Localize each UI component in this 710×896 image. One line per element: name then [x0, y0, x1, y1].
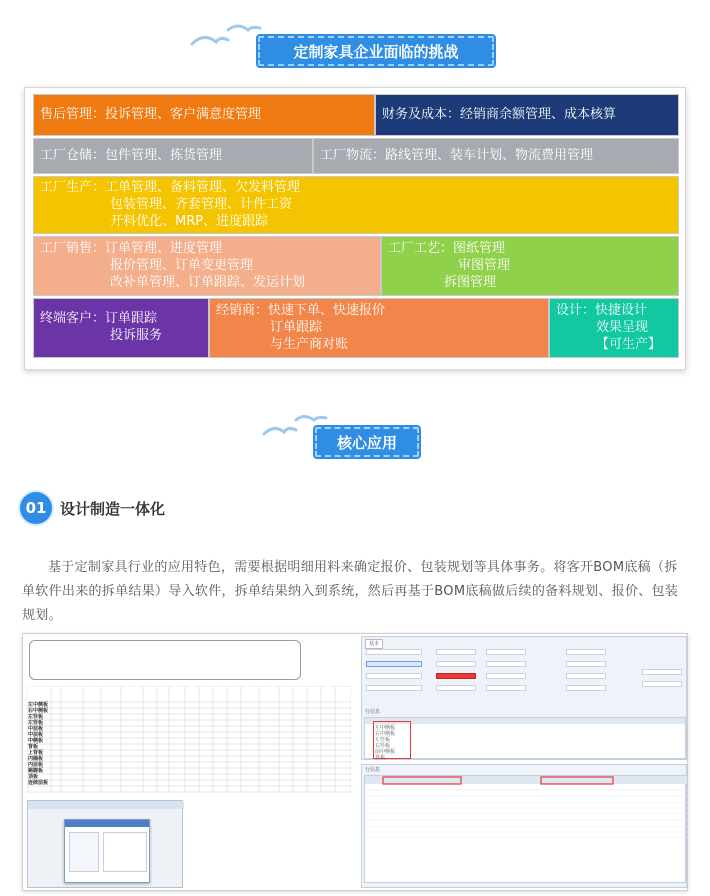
bom-row-label: 中侧板: [28, 738, 44, 744]
challenge-cell: [381, 236, 679, 296]
bom-row-label: 上背板: [28, 750, 44, 756]
import-dialog-preview: [27, 800, 183, 888]
bom-table: [27, 686, 351, 794]
description-paragraph: 基于定制家具行业的应用特色，需要根据明细用料来确定报价、包装规划等具体事务。将客开BOM底稿（拆单软件出来的拆单结果）导入软件，拆单结果纳入到系统，然后再基于BOM底稿做后续的备料规划、报价、包装规划。: [22, 560, 679, 623]
dialog-window: [64, 819, 150, 883]
banner-title: 核心应用: [315, 427, 419, 457]
challenge-cell: [549, 298, 679, 358]
spreadsheet-preview: [25, 636, 357, 796]
challenge-line: 改补单管理、订单跟踪、发运计划: [110, 275, 306, 290]
bom-row-label: 中层板: [28, 726, 44, 732]
row-item-label: 右竖板: [375, 743, 391, 749]
row-info-table: [364, 717, 686, 759]
bom-row-label: 踢脚板: [28, 768, 44, 774]
challenge-line: 工厂工艺：图纸管理: [388, 241, 506, 256]
core-banner: [0, 400, 710, 470]
bom-row-label: 中层板: [28, 732, 44, 738]
challenge-line: 财务及成本：经销商余额管理、成本核算: [382, 107, 617, 122]
challenge-cell: [33, 176, 679, 234]
challenge-line: 工厂仓储：包件管理、拣货管理: [40, 148, 223, 163]
row-item-label: 前中侧板: [375, 749, 396, 755]
challenge-line: 包装管理、齐套管理、计件工资: [110, 197, 293, 212]
bom-row-label: 左竖板: [28, 720, 44, 726]
bom-row-label: 顶板: [28, 774, 39, 780]
challenge-banner: [0, 0, 710, 80]
challenge-cell: [33, 94, 375, 136]
challenge-cell: [313, 138, 679, 174]
bom-row-label: 连续层板: [28, 780, 49, 786]
challenge-diagram: [24, 87, 686, 370]
challenge-line: 终端客户：订单跟踪: [40, 311, 158, 326]
challenge-cell: [33, 298, 209, 358]
section-number: 01: [20, 492, 52, 524]
challenge-line: 拆图管理: [444, 275, 497, 290]
challenge-cell: [33, 236, 381, 296]
bom-row-label: 左竖板: [28, 714, 44, 720]
row-item-label: 左中侧板: [375, 725, 396, 731]
bom-row-label: 背板: [28, 744, 39, 750]
challenge-line: 报价管理、订单变更管理: [110, 258, 254, 273]
row-item-label: 背板: [375, 755, 386, 761]
bom-row-label: 左中侧板: [28, 702, 49, 708]
row-detail-label: 行信息: [365, 767, 381, 773]
challenge-cell: [209, 298, 549, 358]
section-heading: [20, 492, 165, 524]
challenge-cell: [33, 138, 313, 174]
challenge-line: 审图管理: [458, 258, 511, 273]
challenge-line: 设计：快捷设计: [556, 303, 648, 318]
bom-row-label: 内隔板: [28, 756, 44, 762]
challenge-line: 经销商：快速下单、快速报价: [216, 303, 386, 318]
notes-box: [29, 640, 301, 680]
panel-tab: 基本: [365, 639, 383, 649]
challenge-cell: [375, 94, 679, 136]
row-item-label: 左竖板: [375, 737, 391, 743]
software-screenshot: [22, 633, 688, 891]
basic-info-panel: [361, 636, 687, 760]
challenge-line: 效果呈现: [596, 320, 649, 335]
challenge-line: 工厂物流：路线管理、装车计划、物流费用管理: [320, 148, 594, 163]
row-item-label: 右中侧板: [375, 731, 396, 737]
challenge-line: 工厂销售：订单管理、进度管理: [40, 241, 223, 256]
bom-row-label: 内层板: [28, 762, 44, 768]
banner-title: 定制家具企业面临的挑战: [258, 36, 494, 66]
section-title: 设计制造一体化: [60, 499, 166, 518]
challenge-line: 【可生产】: [596, 337, 662, 352]
challenge-line: 开料优化、MRP、进度跟踪: [110, 214, 269, 229]
challenge-line: 订单跟踪: [270, 320, 323, 335]
highlight-box: [373, 721, 411, 759]
challenge-line: 与生产商对账: [270, 337, 349, 352]
challenge-line: 工厂生产：工单管理、备料管理、欠发料管理: [40, 180, 301, 195]
challenge-line: 售后管理：投诉管理、客户满意度管理: [40, 107, 262, 122]
row-detail-panel: [361, 764, 687, 888]
bom-row-label: 右中侧板: [28, 708, 49, 714]
challenge-line: 投诉服务: [110, 328, 163, 343]
row-detail-table: [364, 775, 686, 883]
row-info-label: 行信息: [365, 709, 381, 715]
